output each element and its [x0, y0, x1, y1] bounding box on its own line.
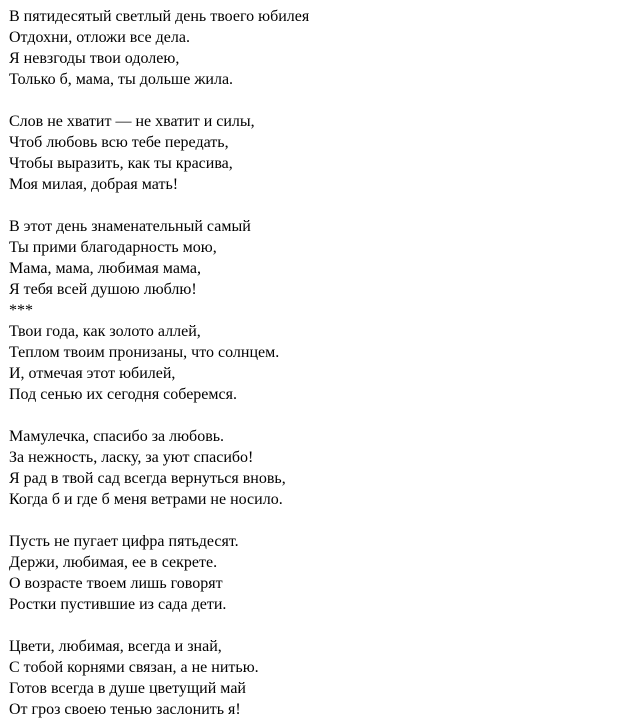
poem-line: Мама, мама, любимая мама, [9, 260, 202, 277]
poem-line: Я рад в твой сад всегда вернуться вновь, [9, 470, 286, 487]
poem-line: Держи, любимая, ее в секрете. [9, 554, 218, 571]
poem-line: В пятидесятый светлый день твоего юбилея [9, 8, 310, 25]
stanza-6 [9, 531, 609, 615]
poem-line: Я невзгоды твои одолею, [9, 50, 180, 67]
section-separator: *** [9, 302, 33, 319]
stanza-2 [9, 111, 609, 195]
poem-line: Отдохни, отложи все дела. [9, 29, 190, 46]
poem-line: Слов не хватит — не хватит и силы, [9, 113, 255, 130]
stanza-3 [9, 216, 609, 300]
poem-line: Под сенью их сегодня соберемся. [9, 386, 237, 403]
poem-line: От гроз своею тенью заслонить я! [9, 701, 241, 718]
poem-line: Пусть не пугает цифра пятьдесят. [9, 533, 239, 550]
poem-line: Ты прими благодарность мою, [9, 239, 217, 256]
poem-line: Теплом твоим пронизаны, что солнцем. [9, 344, 280, 361]
poem-line: С тобой корнями связан, а не нитью. [9, 659, 259, 676]
poem-line: Моя милая, добрая мать! [9, 176, 179, 193]
poem-line: Цвети, любимая, всегда и знай, [9, 638, 222, 655]
poem-line: Чтобы выразить, как ты красива, [9, 155, 233, 172]
stanza-5 [9, 426, 609, 510]
poem-line: Я тебя всей душою люблю! [9, 281, 197, 298]
poem-line: За нежность, ласку, за уют спасибо! [9, 449, 254, 466]
poem-line: Готов всегда в душе цветущий май [9, 680, 246, 697]
stanza-4 [9, 300, 609, 405]
poem-line: Ростки пустившие из сада дети. [9, 596, 227, 613]
poem-line: И, отмечая этот юбилей, [9, 365, 176, 382]
poem-document [9, 6, 609, 720]
poem-line: Твои года, как золото аллей, [9, 323, 201, 340]
poem-line: В этот день знаменательный самый [9, 218, 251, 235]
poem-line: О возрасте твоем лишь говорят [9, 575, 223, 592]
poem-line: Только б, мама, ты дольше жила. [9, 71, 234, 88]
stanza-1 [9, 6, 609, 90]
poem-line: Мамулечка, спасибо за любовь. [9, 428, 225, 445]
poem-line: Когда б и где б меня ветрами не носило. [9, 491, 283, 508]
stanza-7 [9, 636, 609, 720]
poem-line: Чтоб любовь всю тебе передать, [9, 134, 229, 151]
